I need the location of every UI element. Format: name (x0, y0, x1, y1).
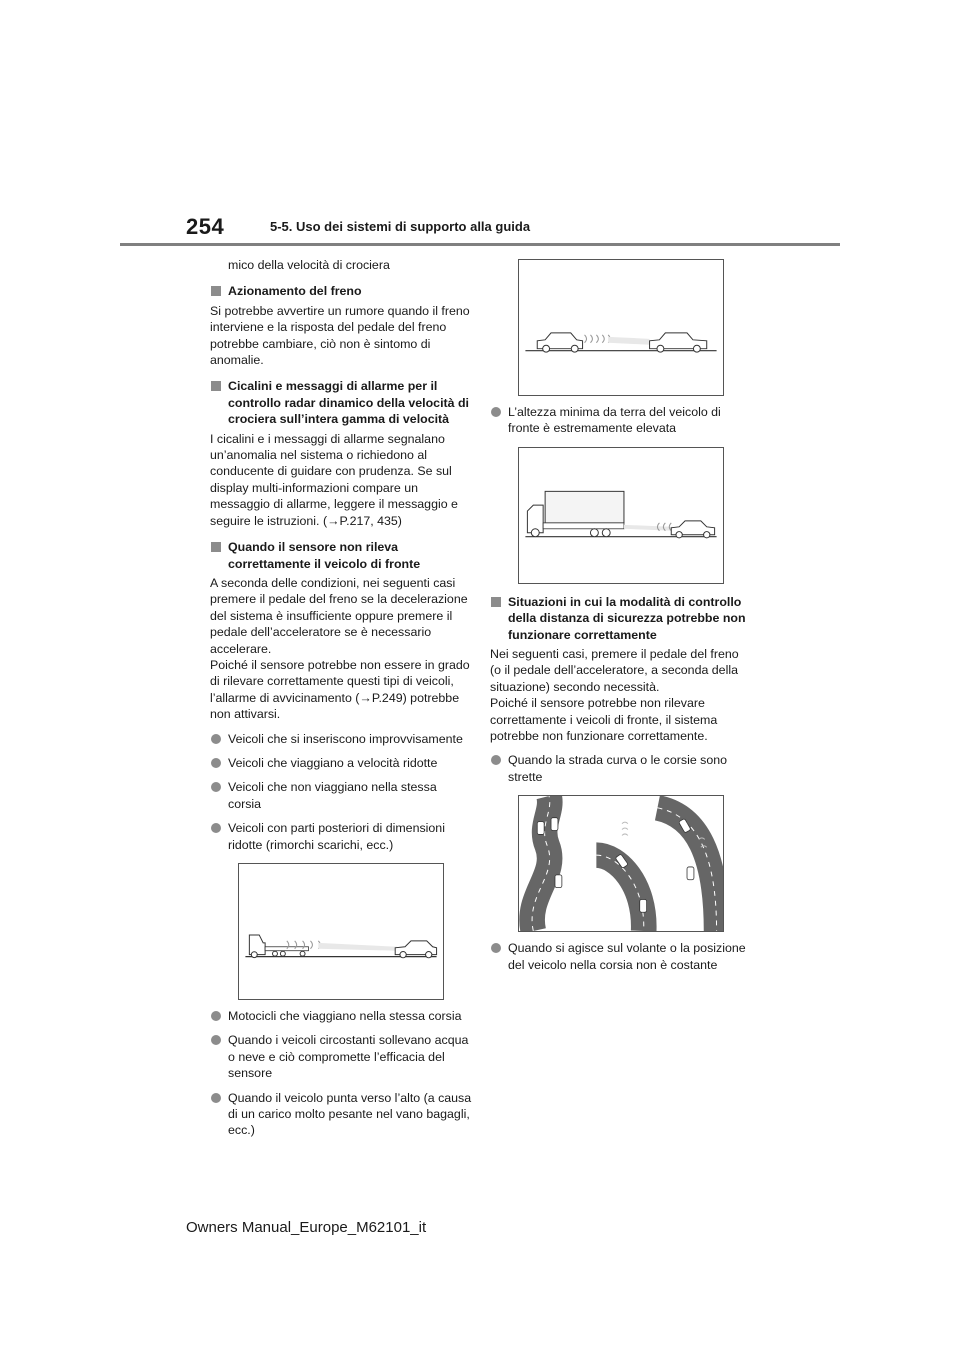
heading-buzzers-warnings (210, 378, 472, 427)
list-item (210, 1090, 472, 1139)
square-bullet-icon (211, 542, 221, 552)
heading-text: Azionamento del freno (228, 284, 362, 299)
right-column (490, 255, 752, 973)
heading-distance-control (490, 594, 752, 643)
round-bullet-icon (491, 755, 501, 765)
round-bullet-icon (491, 407, 501, 417)
paragraph: Poiché il sensore potrebbe non rilevare correttamente i veicoli di fronte, il sistema potrebbe non funzionare correttamente. (490, 696, 718, 744)
list-item (210, 820, 472, 853)
list-item-text: Veicoli che si inseriscono improvvisamente (228, 731, 463, 746)
square-bullet-icon (491, 597, 501, 607)
round-bullet-icon (211, 1035, 221, 1045)
cars-radar-illustration-icon (519, 260, 723, 395)
continuation-text: mico della velocità di crociera (228, 258, 390, 272)
left-column (210, 255, 472, 1139)
list-item-text: Veicoli con parti posteriori di dimensioni ridotte (rimorchi scarichi, ecc.) (228, 821, 445, 852)
paragraph: A seconda delle condizioni, nei seguenti casi premere il pedale del freno se la decelerazione del sistema è insufficiente oppure premere il pedale dell’acceleratore se è necessario accelerare. (210, 575, 468, 656)
list-item (490, 940, 752, 973)
trailer-illustration-icon (239, 864, 443, 999)
list-item-text: L’altezza minima da terra del veicolo di fronte è estremamente elevata (508, 405, 721, 436)
round-bullet-icon (211, 782, 221, 792)
heading-brake-operation (210, 283, 472, 299)
truck-illustration-icon (519, 448, 723, 583)
paragraph: Poiché il sensore potrebbe non essere in grado di rilevare correttamente questi tipi di veicoli, l’allarme di avvicinamento (→P.249) potrebbe non attivarsi. (210, 657, 470, 722)
paragraph: Si potrebbe avvertire un rumore quando il freno interviene e la risposta del pedale del freno potrebbe cambiare, ciò non è sintomo di anomalie. (210, 303, 470, 368)
paragraph: I cicalini e i messaggi di allarme segnalano un’anomalia nel sistema o richiedono al conducente di guidare con prudenza. Se sul display multi-informazioni compare un messaggio di allarme, leggere il messaggio e seguire le istruzioni. (→P.217, 435) (210, 431, 458, 528)
list-item (210, 1008, 472, 1024)
curved-roads-illustration-icon (519, 796, 723, 931)
list-item (490, 404, 752, 437)
list-item-text: Veicoli che non viaggiano nella stessa corsia (228, 780, 437, 811)
square-bullet-icon (211, 381, 221, 391)
round-bullet-icon (211, 823, 221, 833)
illustration-truck (518, 447, 724, 584)
illustration-trailer (238, 863, 444, 1000)
square-bullet-icon (211, 286, 221, 296)
list-item (210, 779, 472, 812)
heading-sensor-not-detect (210, 539, 472, 572)
list-item-text: Quando il veicolo punta verso l’alto (a causa di un carico molto pesante nel vano bagagli, ecc.) (228, 1090, 472, 1138)
header-rule (120, 243, 840, 246)
section-title: 5-5. Uso dei sistemi di supporto alla guida (270, 219, 531, 234)
round-bullet-icon (211, 1011, 221, 1021)
list-item (490, 752, 752, 785)
round-bullet-icon (211, 734, 221, 744)
heading-text: Quando il sensore non rileva correttamente il veicolo di fronte (228, 540, 421, 571)
round-bullet-icon (211, 758, 221, 768)
list-item (210, 1032, 472, 1081)
list-item (210, 755, 472, 771)
heading-text: Situazioni in cui la modalità di controllo della distanza di sicurezza potrebbe non funzionare correttamente (508, 594, 746, 642)
list-item-text: Quando si agisce sul volante o la posizione del veicolo nella corsia non è costante (508, 941, 746, 972)
round-bullet-icon (491, 943, 501, 953)
illustration-curves (518, 795, 724, 932)
footer-text: Owners Manual_Europe_M62101_it (186, 1219, 427, 1236)
illustration-two-cars (518, 259, 724, 396)
round-bullet-icon (211, 1093, 221, 1103)
list-item (210, 731, 472, 747)
list-item-text: Motocicli che viaggiano nella stessa corsia (228, 1009, 462, 1023)
list-item-text: Quando i veicoli circostanti sollevano acqua o neve e ciò compromette l’efficacia del sensore (228, 1033, 469, 1081)
heading-text: Cicalini e messaggi di allarme per il controllo radar dinamico della velocità di crociera sull’intera gamma di velocità (228, 379, 469, 427)
paragraph: Nei seguenti casi, premere il pedale del freno (o il pedale dell’acceleratore, a seconda della situazione) secondo necessità. (490, 647, 739, 694)
list-item-text: Quando la strada curva o le corsie sono strette (508, 753, 728, 784)
list-item-text: Veicoli che viaggiano a velocità ridotte (228, 755, 438, 770)
page-number: 254 (186, 214, 225, 239)
